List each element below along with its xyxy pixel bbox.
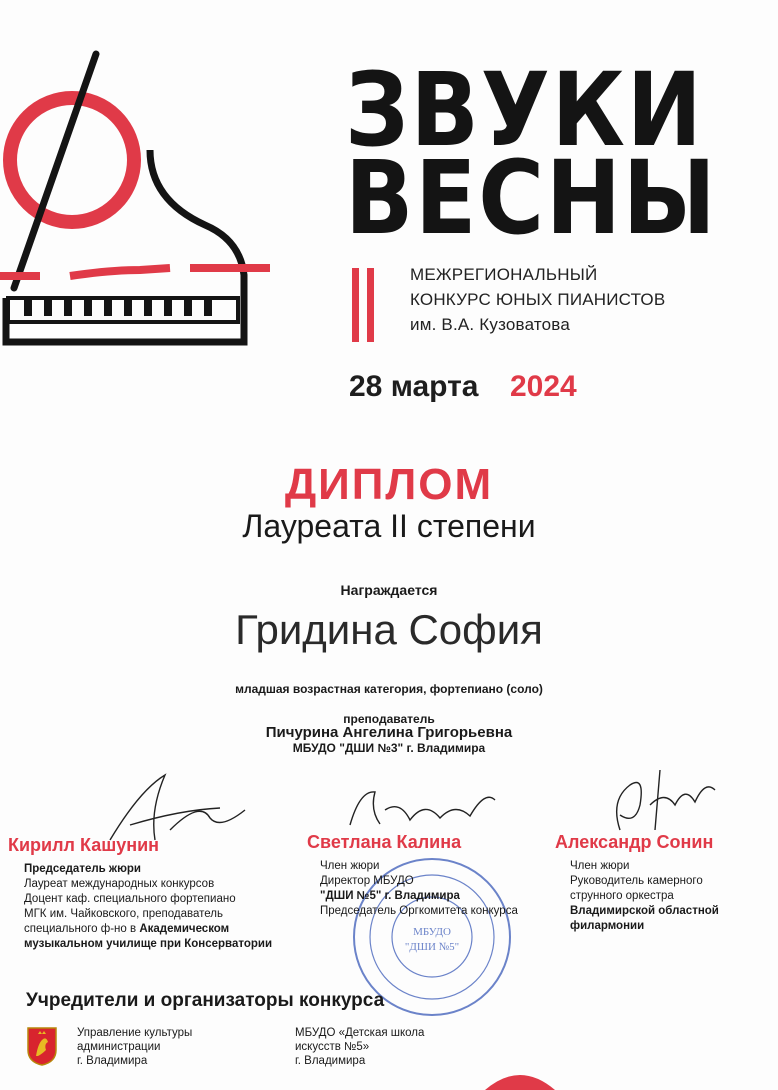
jury-1-line-2: Доцент каф. специального фортепиано xyxy=(24,893,236,905)
stamp-line-1: МБУДО xyxy=(413,926,451,938)
recipient-name: Гридина София xyxy=(235,606,543,653)
jury-2-line-1: Член жюри xyxy=(320,860,380,872)
jury-1-line-3: МГК им. Чайковского, преподаватель xyxy=(24,908,223,920)
teacher-school: МБУДО "ДШИ №3" г. Владимира xyxy=(292,741,486,755)
jury-3-line-4: Владимирской областной xyxy=(570,905,719,917)
jury-3-line-3: струнного оркестра xyxy=(570,890,674,902)
diploma-degree: Лауреата II степени xyxy=(242,508,536,544)
subtitle-line-3: им. В.А. Кузоватова xyxy=(410,315,571,334)
teacher-name: Пичурина Ангелина Григорьевна xyxy=(265,724,513,741)
jury-3-line-2: Руководитель камерного xyxy=(570,875,703,887)
jury-1-name: Кирилл Кашунин xyxy=(8,835,160,855)
jury-2-line-4: Председатель Оргкомитета конкурса xyxy=(320,905,518,917)
jury-1-line-4b: Академическом xyxy=(139,923,230,935)
teacher-label: преподаватель xyxy=(343,712,435,726)
jury-1-info xyxy=(24,862,314,952)
grand-piano-logo xyxy=(0,50,290,350)
signature-3 xyxy=(590,760,730,840)
jury-1-role: Председатель жюри xyxy=(24,863,141,875)
date-year: 2024 xyxy=(510,370,577,403)
awarded-label: Награждается xyxy=(340,582,438,598)
signature-2 xyxy=(330,780,510,840)
founder-1-line-3: г. Владимира xyxy=(77,1055,148,1067)
stamp-line-2: "ДШИ №5" xyxy=(404,941,460,953)
founder-1 xyxy=(77,1026,237,1068)
jury-1-line-1: Лауреат международных конкурсов xyxy=(24,878,215,890)
jury-3-name: Александр Сонин xyxy=(555,832,714,852)
title-line-2: ВЕСНЫ xyxy=(345,139,718,258)
date-day: 28 марта xyxy=(349,370,479,403)
roman-numeral-two xyxy=(352,268,376,342)
founder-1-line-1: Управление культуры xyxy=(77,1027,193,1039)
jury-2-name: Светлана Калина xyxy=(307,832,462,852)
jury-3-line-5: филармонии xyxy=(570,920,645,932)
founder-2-line-2: искусств №5» xyxy=(295,1041,370,1053)
coat-of-arms-icon xyxy=(26,1026,58,1066)
founders-heading: Учредители и организаторы конкурса xyxy=(26,990,385,1011)
founder-1-line-2: администрации xyxy=(77,1041,161,1053)
jury-1-line-5: музыкальном училище при Консерватории xyxy=(24,938,273,950)
decorative-red-arc xyxy=(480,1050,560,1090)
title-line-1: ЗВУКИ xyxy=(345,51,704,170)
jury-2-line-3: "ДШИ №5" г. Владимира xyxy=(320,890,460,902)
jury-2-info xyxy=(320,859,560,919)
diploma-title: ДИПЛОМ xyxy=(284,460,494,509)
jury-2-line-2: Директор МБУДО xyxy=(320,875,414,887)
subtitle-line-1: МЕЖРЕГИОНАЛЬНЫЙ xyxy=(410,265,598,284)
founder-2-line-3: г. Владимира xyxy=(295,1055,366,1067)
jury-3-info xyxy=(570,859,770,934)
jury-3-line-1: Член жюри xyxy=(570,860,630,872)
category: младшая возрастная категория, фортепиано (соло) xyxy=(235,682,543,696)
jury-1-line-4a: специального ф-но в xyxy=(24,923,140,935)
subtitle-line-2: КОНКУРС ЮНЫХ ПИАНИСТОВ xyxy=(410,290,666,309)
founder-2 xyxy=(295,1026,445,1068)
founder-2-line-1: МБУДО «Детская школа xyxy=(295,1027,425,1039)
